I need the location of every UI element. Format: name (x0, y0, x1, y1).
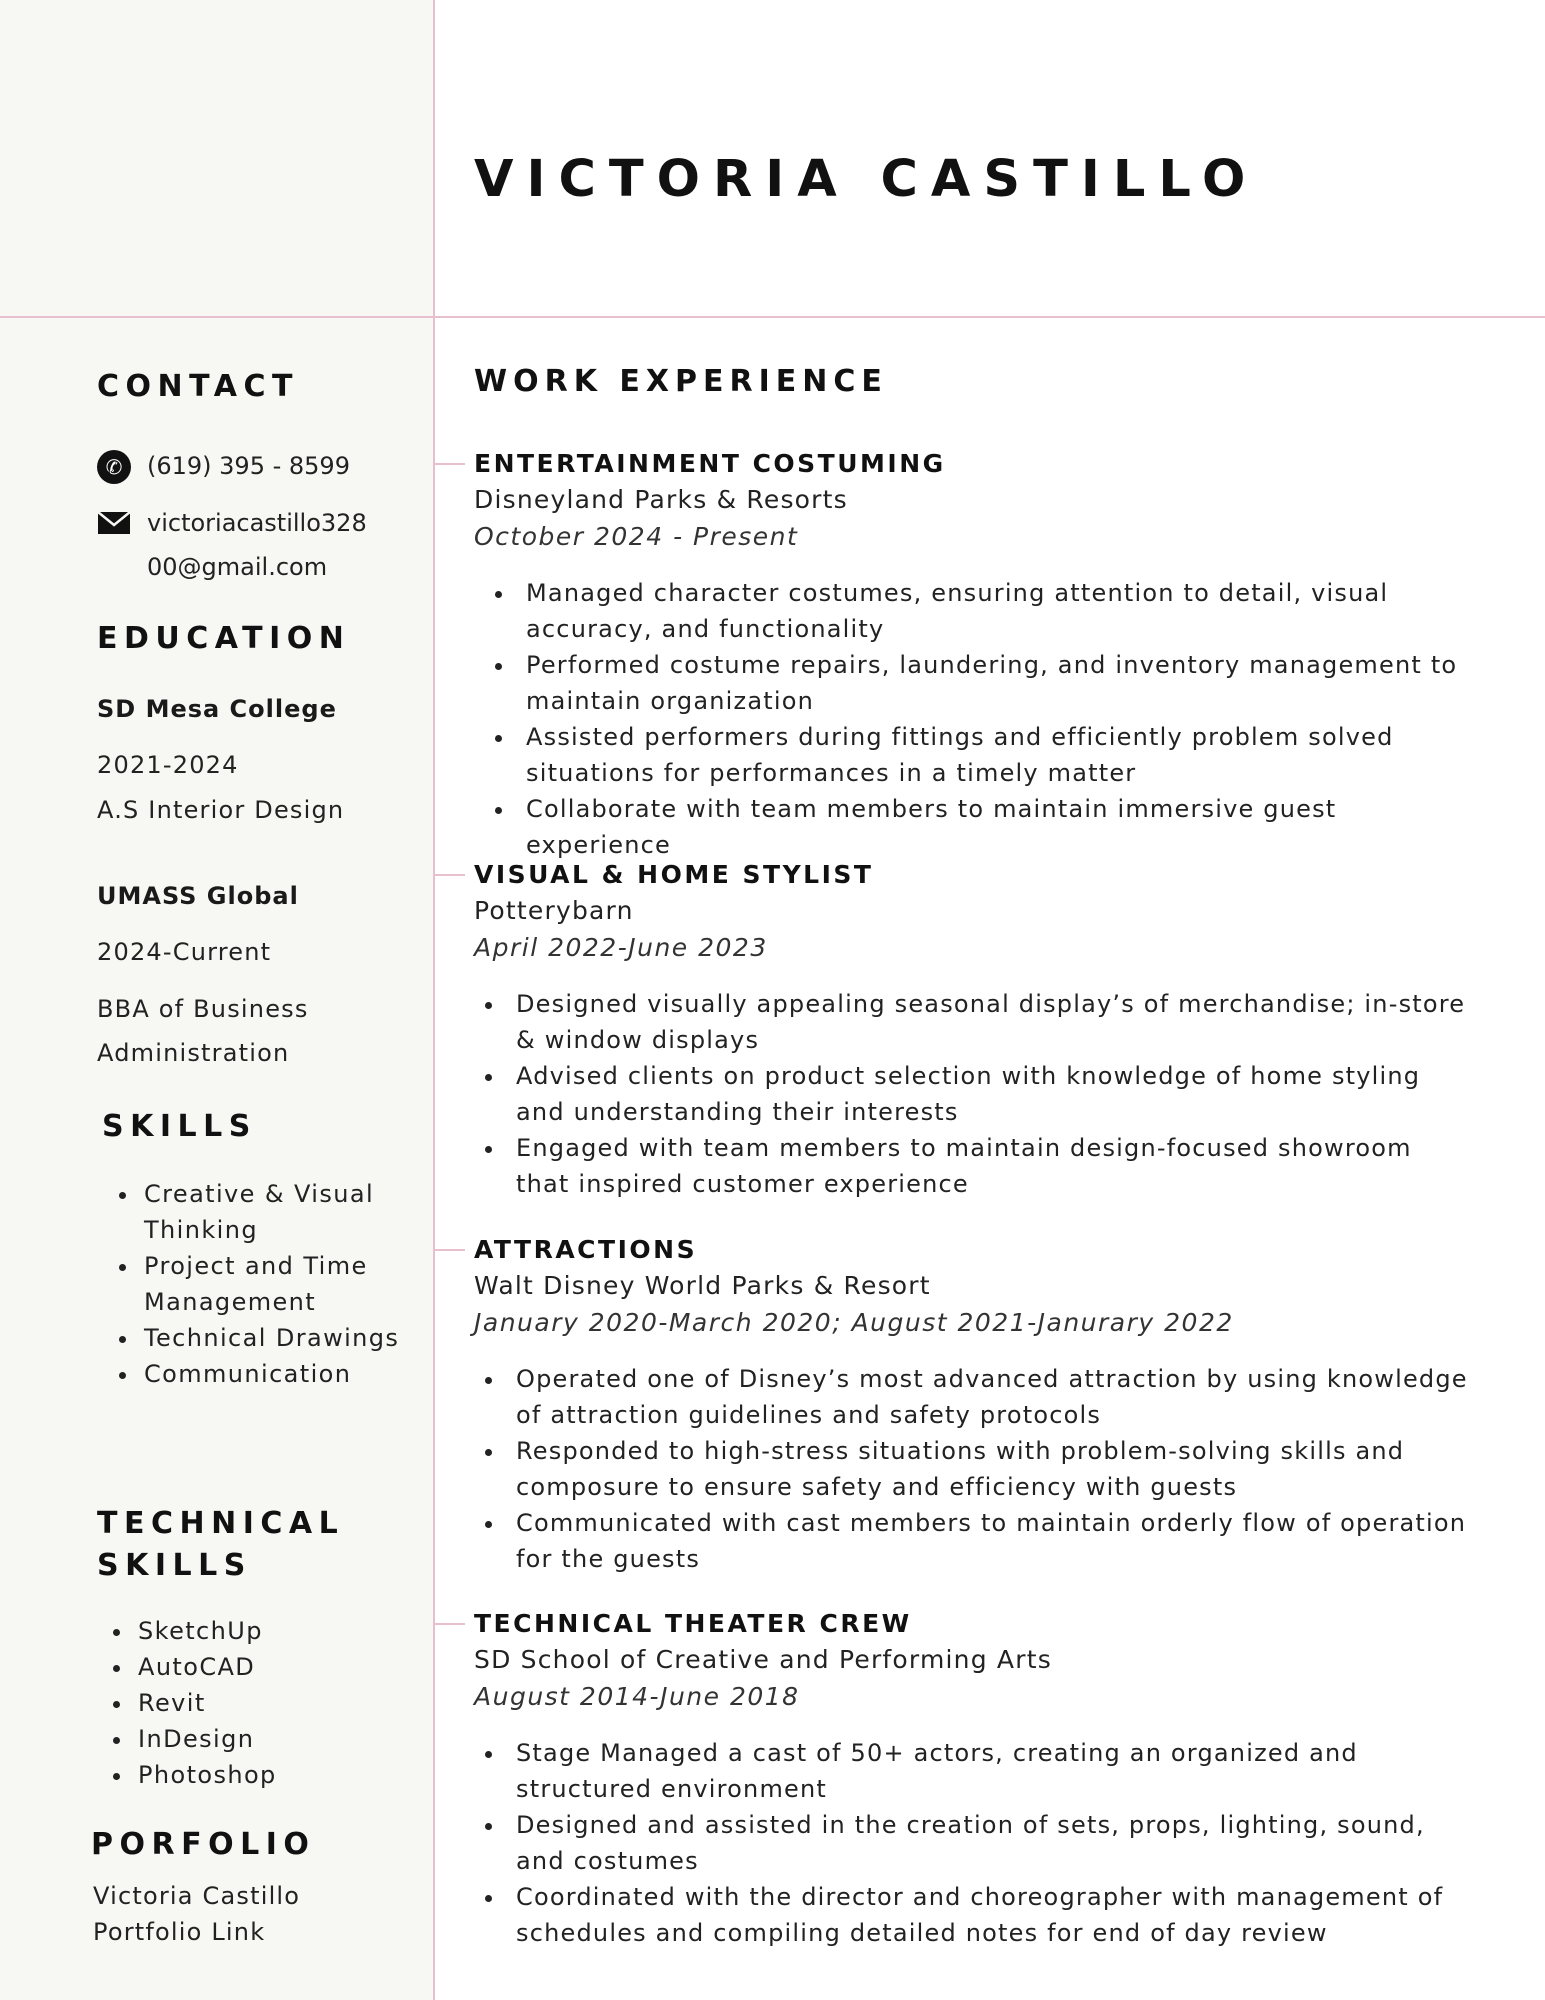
list-item: • Collaborate with team members to maintain immersive guest experience (516, 791, 1474, 863)
job-dates: October 2024 - Present (474, 522, 799, 551)
portfolio-heading: PORFOLIO (91, 1827, 316, 1862)
job-bullets (474, 1361, 1474, 1577)
resume-name: VICTORIA CASTILLO (474, 150, 1259, 209)
job-company: Potterybarn (474, 896, 634, 925)
job-company: Walt Disney World Parks & Resort (474, 1271, 931, 1300)
job-title: ENTERTAINMENT COSTUMING (474, 449, 946, 478)
list-item: • Revit (134, 1685, 434, 1721)
list-item: • Creative & Visual Thinking (140, 1176, 440, 1248)
list-item: • Engaged with team members to maintain design-focused showroom that inspired customer experience (506, 1130, 1474, 1202)
list-item: • Photoshop (134, 1757, 434, 1793)
job-dates: April 2022-June 2023 (474, 933, 768, 962)
job-company: SD School of Creative and Performing Arts (474, 1645, 1052, 1674)
technical-skills-heading (97, 1503, 344, 1587)
school-name: UMASS Global (97, 882, 299, 910)
work-experience-heading: WORK EXPERIENCE (474, 364, 888, 399)
education-heading: EDUCATION (97, 621, 351, 656)
email-line-2: 00@gmail.com (147, 553, 328, 581)
heading-line: SKILLS (97, 1548, 252, 1583)
list-item: • Responded to high-stress situations with problem-solving skills and composure to ensure safety and efficiency with guests (506, 1433, 1474, 1505)
technical-skills-list (90, 1613, 434, 1793)
job-entry (474, 1232, 1474, 1577)
list-item: • Project and Time Management (140, 1248, 440, 1320)
list-item: • Designed and assisted in the creation of sets, props, lighting, sound, and costumes (506, 1807, 1474, 1879)
list-item: • Technical Drawings (140, 1320, 440, 1356)
job-title: VISUAL & HOME STYLIST (474, 860, 874, 889)
skills-list (96, 1176, 440, 1392)
list-item: • Communication (140, 1356, 440, 1392)
school-years: 2021-2024 (97, 751, 239, 779)
list-item: • Coordinated with the director and choreographer with management of schedules and compiling detailed notes for end of day review (506, 1879, 1474, 1951)
job-bullets (474, 575, 1474, 863)
contact-email (97, 505, 367, 589)
job-entry (474, 446, 1474, 863)
school-name: SD Mesa College (97, 695, 337, 723)
list-item: • Performed costume repairs, laundering, and inventory management to maintain organization (516, 647, 1474, 719)
job-bullets (474, 1735, 1474, 1951)
email-address (147, 501, 367, 589)
school-degree-cont: Administration (97, 1039, 290, 1067)
horizontal-divider (0, 316, 1545, 318)
job-entry (474, 1606, 1474, 1951)
portfolio-link-line: Victoria Castillo (93, 1882, 301, 1910)
email-line-1: victoriacastillo328 (147, 509, 367, 537)
list-item: • AutoCAD (134, 1649, 434, 1685)
phone-icon: ✆ (97, 450, 131, 484)
school-degree: BBA of Business (97, 995, 309, 1023)
timeline-tick (433, 1623, 465, 1625)
list-item: • Assisted performers during fittings and efficiently problem solved situations for performances in a timely matter (516, 719, 1474, 791)
school-degree: A.S Interior Design (97, 796, 345, 824)
job-company: Disneyland Parks & Resorts (474, 485, 848, 514)
job-title: TECHNICAL THEATER CREW (474, 1609, 912, 1638)
job-title: ATTRACTIONS (474, 1235, 698, 1264)
skills-heading: SKILLS (102, 1109, 257, 1144)
job-bullets (474, 986, 1474, 1202)
contact-heading: CONTACT (97, 369, 299, 404)
timeline-tick (433, 463, 465, 465)
portfolio-link[interactable] (93, 1878, 300, 1950)
list-item: • Communicated with cast members to maintain orderly flow of operation for the guests (506, 1505, 1474, 1577)
mail-icon (97, 511, 131, 535)
list-item: • InDesign (134, 1721, 434, 1757)
list-item: • Stage Managed a cast of 50+ actors, creating an organized and structured environment (506, 1735, 1474, 1807)
list-item: • SketchUp (134, 1613, 434, 1649)
contact-phone (97, 448, 350, 488)
list-item: • Designed visually appealing seasonal display’s of merchandise; in-store & window displays (506, 986, 1474, 1058)
job-dates: August 2014-June 2018 (474, 1682, 800, 1711)
portfolio-link-line: Portfolio Link (93, 1918, 266, 1946)
list-item: • Managed character costumes, ensuring attention to detail, visual accuracy, and functionality (516, 575, 1474, 647)
heading-line: TECHNICAL (97, 1506, 345, 1541)
phone-number: (619) 395 - 8599 (147, 452, 350, 480)
list-item: • Advised clients on product selection with knowledge of home styling and understanding their interests (506, 1058, 1474, 1130)
timeline-tick (433, 1249, 465, 1251)
job-dates: January 2020-March 2020; August 2021-Janurary 2022 (474, 1308, 1234, 1337)
school-years: 2024-Current (97, 938, 272, 966)
list-item: • Operated one of Disney’s most advanced attraction by using knowledge of attraction guidelines and safety protocols (506, 1361, 1474, 1433)
job-entry (474, 857, 1474, 1202)
timeline-tick (433, 874, 465, 876)
